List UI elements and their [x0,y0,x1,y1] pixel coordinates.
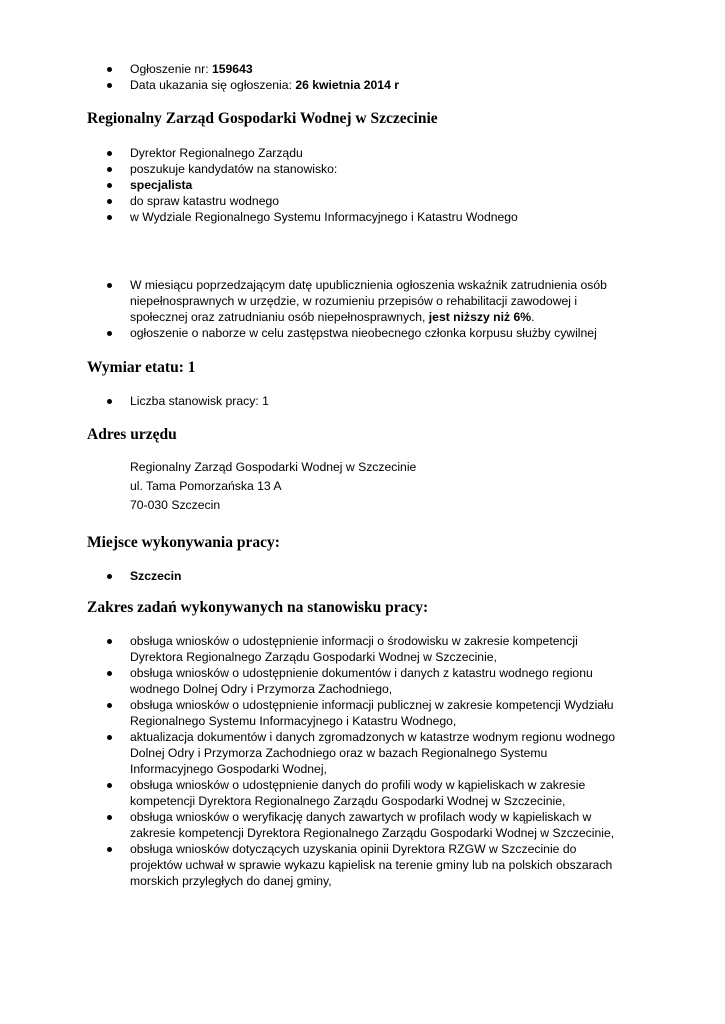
bullet-icon [107,167,112,172]
workplace-list [0,568,620,584]
bullet-icon [107,703,112,708]
address-line: ul. Tama Pomorzańska 13 A [130,479,282,493]
bullet-icon [107,67,112,72]
address-heading: Adres urzędu [87,426,177,443]
bullet-icon [107,399,112,404]
announcement-number: 159643 [211,62,253,76]
bullet-icon [107,574,112,579]
position-title: specjalista [130,178,193,192]
list-item [0,77,620,93]
list-item: ogłoszenie o naborze w celu zastępstwa nieobecnego członka korpusu służby cywilnej [0,325,620,341]
list-item: obsługa wniosków o udostępnienie informacji o środowisku w zakresie kompetencji Dyrektora Regionalnego Zarządu Gospodarki Wodnej w Szczecinie, [0,633,620,665]
address-line: Regionalny Zarząd Gospodarki Wodnej w Szczecinie [130,460,417,474]
bullet-icon [107,847,112,852]
list-item: aktualizacja dokumentów i danych zgromadzonych w katastrze wodnym regionu wodnego Dolnej Odry i Przymorza Zachodniego oraz w bazach Regionalnego Systemu Informacyjnego Gospodarki Wodnej, [0,729,620,777]
list-item: obsługa wniosków o weryfikację danych zawartych w profilach wody w kąpieliskach w zakresie kompetencji Dyrektora Regionalnego Zarządu Gospodarki Wodnej w Szczecinie, [0,809,620,841]
address-block [130,458,416,515]
list-item: do spraw katastru wodnego [0,193,620,209]
bullet-icon [107,83,112,88]
list-item: w Wydziale Regionalnego Systemu Informacyjnego i Katastru Wodnego [0,209,620,225]
list-item: Dyrektor Regionalnego Zarządu [0,145,620,161]
bullet-icon [107,639,112,644]
date-label: Data ukazania się ogłoszenia: [130,78,296,92]
workplace-heading: Miejsce wykonywania pracy: [87,534,280,551]
bullet-icon [107,735,112,740]
address-line: 70-030 Szczecin [130,498,221,512]
announcement-meta-list [0,61,620,93]
list-item: obsługa wniosków o udostępnienie informacji publicznej w zakresie kompetencji Wydziału Regionalnego Systemu Informacyjnego i Katastru Wodnego, [0,697,620,729]
list-item [0,568,620,584]
list-item [0,177,620,193]
bullet-icon [107,183,112,188]
date-value: 26 kwietnia 2014 r [295,78,399,92]
workload-list [0,393,620,409]
workload-heading: Wymiar etatu: 1 [87,359,196,376]
bullet-icon [107,783,112,788]
bullet-icon [107,215,112,220]
duties-list [0,633,620,889]
list-item [0,61,620,77]
bullet-icon [107,151,112,156]
list-item: W miesiącu poprzedzającym datę upublicznienia ogłoszenia wskaźnik zatrudnienia osób niepełnosprawnych w urzędzie, w rozumieniu przepisów o rehabilitacji zawodowej i społecznej oraz zatrudnianiu osób niepełnosprawnych, jest niższy niż 6%. [0,277,620,325]
office-list [0,145,620,225]
bullet-icon [107,815,112,820]
list-item: obsługa wniosków dotyczących uzyskania opinii Dyrektora RZGW w Szczecinie do projektów uchwał w sprawie wykazu kąpielisk na terenie gminy lub na polskich obszarach morskich przyległych do danej gminy, [0,841,620,889]
bullet-icon [107,199,112,204]
bullet-icon [107,331,112,336]
disability-note-list [0,277,620,341]
workplace-city: Szczecin [130,569,182,583]
duties-heading: Zakres zadań wykonywanych na stanowisku pracy: [87,599,429,616]
office-heading: Regionalny Zarząd Gospodarki Wodnej w Szczecinie [87,110,438,127]
list-item: obsługa wniosków o udostępnienie dokumentów i danych z katastru wodnego regionu wodnego Dolnej Odry i Przymorza Zachodniego, [0,665,620,697]
list-item: poszukuje kandydatów na stanowisko: [0,161,620,177]
bullet-icon [107,283,112,288]
bullet-icon [107,671,112,676]
disability-rate: jest niższy niż 6% [428,310,532,324]
list-item: obsługa wniosków o udostępnienie danych do profili wody w kąpieliskach w zakresie kompetencji Dyrektora Regionalnego Zarządu Gospodarki Wodnej w Szczecinie, [0,777,620,809]
list-item: Liczba stanowisk pracy: 1 [0,393,620,409]
announcement-label: Ogłoszenie nr: [130,62,212,76]
